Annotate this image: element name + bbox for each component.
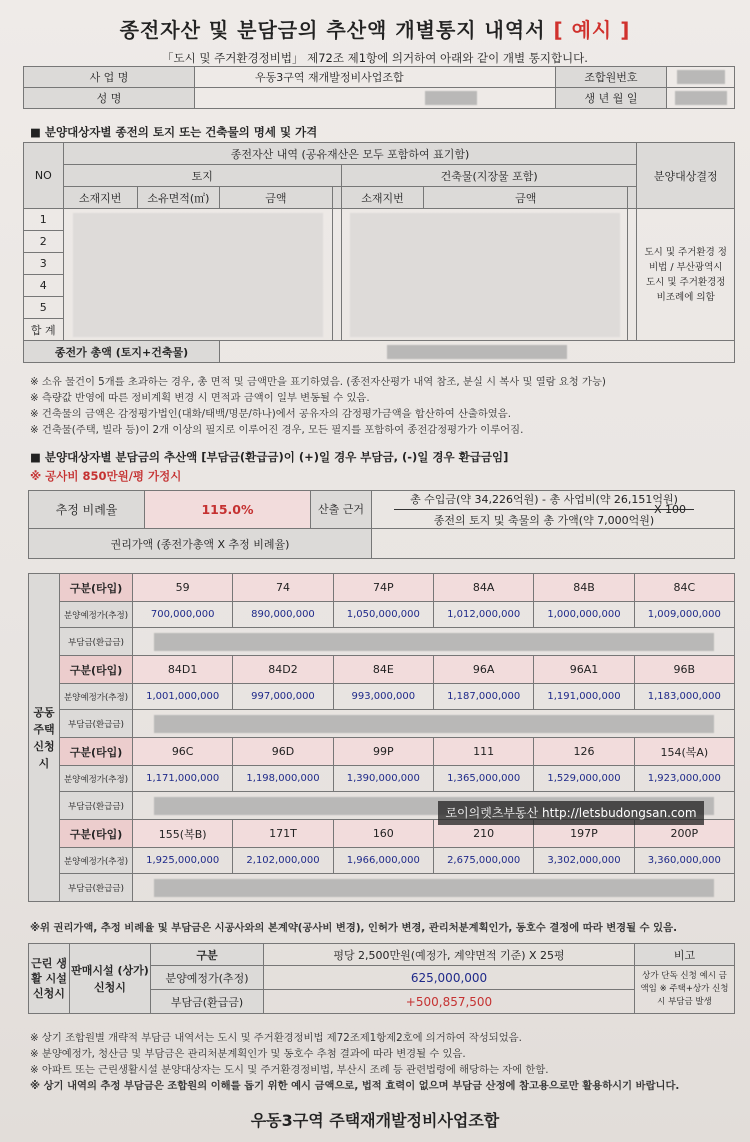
charge-label: 부담금(환급금) [60,874,133,902]
row-number: 2 [24,231,64,253]
price-value: 1,923,000,000 [634,766,734,792]
price-value: 1,925,000,000 [133,848,233,874]
row-number: 5 [24,297,64,319]
price-value: 1,390,000,000 [333,766,433,792]
type-value: 96B [634,656,734,684]
construction-note: ※ 공사비 850만원/평 가정시 [30,469,182,483]
price-value: 2,675,000,000 [433,848,533,874]
price-value: 1,966,000,000 [333,848,433,874]
price-value: 2,102,000,000 [233,848,333,874]
building-location-header: 소재지번 [341,187,423,209]
note-line: ※ 상기 내역의 추정 부담금은 조합원의 이해를 돕기 위한 예시 금액으로, 법적 효력이 없으며 부담금 산정에 참고용으로만 활용하시기 바랍니다. [30,1080,680,1092]
member-no-value [667,67,735,88]
total-label: 종전가 총액 (토지+건축물) [24,341,220,363]
land-redacted [63,209,332,341]
ratio-table [28,490,735,559]
price-value: 890,000,000 [233,602,333,628]
land-location-header: 소재지번 [63,187,137,209]
asset-header: 종전자산 내역 (공유재산은 모두 포함하여 표기함) [63,143,637,165]
type-value: 197P [534,820,634,848]
formula-denominator: 종전의 토지 및 축물의 총 가액(약 7,000억원) [433,514,655,527]
type-value: 171T [233,820,333,848]
price-value: 1,191,000,000 [534,684,634,710]
rights-value [372,529,735,559]
type-value: 99P [333,738,433,766]
note-line: ※ 소유 물건이 5개를 초과하는 경우, 총 면적 및 금액만을 표기하였음. (종전자산평가 내역 참조, 분실 시 복사 및 열람 요청 가능) [30,376,606,388]
price-value: 1,000,000,000 [534,602,634,628]
commercial-price-value: 625,000,000 [264,966,635,990]
land-header: 토지 [63,165,341,187]
unit-header: 평당 2,500만원(예정가, 계약면적 기준) X 25평 [264,944,635,966]
note-line: ※ 건축물의 금액은 감정평가법인(대화/태백/명문/하나)에서 공유자의 감정평가금액을 합산하여 산출하였음. [30,408,511,420]
price-value: 3,360,000,000 [634,848,734,874]
price-label: 분양예정가(추정) [60,602,133,628]
charge-label: 부담금(환급금) [60,628,133,656]
price-label: 분양예정가(추정) [60,684,133,710]
row-total: 합 계 [24,319,64,341]
type-value: 84D1 [133,656,233,684]
calc-label: 산출 근거 [311,491,372,529]
type-value: 154(복A) [634,738,734,766]
section1-title: ■ 분양대상자별 종전의 토지 또는 건축물의 명세 및 가격 [30,125,318,139]
price-value: 1,009,000,000 [634,602,734,628]
commercial-col-label: 구분 [151,944,264,966]
price-value: 1,365,000,000 [433,766,533,792]
commercial-remark: 상가 단독 신청 예시 금액임 ※ 주택+상가 신청시 부담금 발생 [635,966,735,1014]
formula-numerator: 총 수입금(약 34,226억원) - 총 사업비(약 26,151억원) [394,491,694,510]
type-value: 74P [333,574,433,602]
type-label: 구분(타입) [60,574,133,602]
type-value: 59 [133,574,233,602]
type-value: 84D2 [233,656,333,684]
price-value: 1,171,000,000 [133,766,233,792]
type-value: 111 [433,738,533,766]
charge-redacted [133,874,735,902]
type-value: 210 [433,820,533,848]
decision-text: 도시 및 주거환경 정비법 / 부산광역시 도시 및 주거환경정비조례에 의함 [637,209,735,341]
remark-header: 비고 [635,944,735,966]
land-col-spacer [332,209,341,341]
birth-label: 생 년 월 일 [556,88,667,109]
watermark: 로이의렛츠부동산 http://letsbudongsan.com [438,801,704,825]
commercial-charge-label: 부담금(환급금) [151,990,264,1014]
total-value [220,341,735,363]
price-value: 1,187,000,000 [433,684,533,710]
building-redacted [341,209,627,341]
building-amount-header: 금액 [424,187,628,209]
apartment-table [28,573,735,902]
row-number: 1 [24,209,64,231]
building-col-spacer [628,209,637,341]
price-value: 1,050,000,000 [333,602,433,628]
type-label: 구분(타입) [60,820,133,848]
type-value: 155(복B) [133,820,233,848]
footer-union-name: 우동3구역 주택재개발정비사업조합 [250,1111,500,1130]
land-amount-header: 금액 [220,187,333,209]
note-line: ※ 건축물(주택, 빌라 등)이 2개 이상의 필지로 이루어진 경우, 모든 필지를 포함하여 종전감정평가가 이루어짐. [30,424,524,436]
decision-header: 분양대상결정 [637,143,735,209]
commercial-table [28,943,735,1014]
title-tag: [ 예시 ] [553,18,631,42]
shop-label: 판매시설 (상가) 신청시 [70,944,151,1014]
company-label: 사 업 명 [24,67,195,88]
notes-section1 [30,374,606,438]
name-value [195,88,556,109]
price-value: 1,001,000,000 [133,684,233,710]
price-value: 700,000,000 [133,602,233,628]
price-label: 분양예정가(추정) [60,766,133,792]
type-value: 96C [133,738,233,766]
no-header: NO [24,143,64,209]
building-header: 건축물(지장물 포함) [341,165,637,187]
notes-section2 [30,1030,679,1094]
type-value: 126 [534,738,634,766]
note-line: ※ 아파트 또는 근린생활시설 분양대상자는 도시 및 주거환경정비법, 부산시 조례 등 관련법령에 해당하는 자에 한함. [30,1064,549,1076]
type-value: 84C [634,574,734,602]
rights-label: 권리가액 (종전가총액 X 추정 비례율) [29,529,372,559]
type-value: 200P [634,820,734,848]
type-value: 160 [333,820,433,848]
note-line: ※ 분양예정가, 청산금 및 부담금은 관리처분계획인가 및 동호수 추첨 결과에 따라 변경될 수 있음. [30,1048,466,1060]
birth-value [667,88,735,109]
row-number: 3 [24,253,64,275]
type-value: 96D [233,738,333,766]
type-value: 84B [534,574,634,602]
type-value: 84A [433,574,533,602]
charge-redacted [133,710,735,738]
title-text: 종전자산 및 분담금의 추산액 개별통지 내역서 [119,18,546,42]
price-value: 993,000,000 [333,684,433,710]
building-spacer [628,187,637,209]
member-no-label: 조합원번호 [556,67,667,88]
type-value: 96A [433,656,533,684]
price-value: 997,000,000 [233,684,333,710]
commercial-price-label: 분양예정가(추정) [151,966,264,990]
note-mid: ※위 권리가액, 추정 비례율 및 부담금은 시공사와의 본계약(공사비 변경), 인허가 변경, 관리처분계획인가, 동호수 결정에 따라 변경될 수 있음. [30,922,677,934]
price-value: 1,529,000,000 [534,766,634,792]
price-value: 1,183,000,000 [634,684,734,710]
company-value: 우동3구역 재개발정비사업조합 [195,67,556,88]
charge-redacted [133,628,735,656]
charge-label: 부담금(환급금) [60,710,133,738]
note-line: ※ 상기 조합원별 개략적 부담금 내역서는 도시 및 주거환경정비법 제72조제1항제2호에 의거하여 작성되었음. [30,1032,522,1044]
commercial-side-label: 근린 생활 시설 신청시 [29,944,70,1014]
name-label: 성 명 [24,88,195,109]
commercial-charge-value: +500,857,500 [264,990,635,1014]
ratio-label: 추정 비례율 [29,491,145,529]
type-label: 구분(타입) [60,656,133,684]
type-label: 구분(타입) [60,738,133,766]
asset-table [23,142,735,363]
page-title [0,14,750,43]
charge-label: 부담금(환급금) [60,792,133,820]
section2-title: ■ 분양대상자별 분담금의 추산액 [부담금(환급금)이 (+)일 경우 부담금, (-)일 경우 환급금임] [30,450,509,464]
formula-cell [372,491,735,529]
apartment-side-label: 공동 주택 신청시 [29,574,60,902]
row-number: 4 [24,275,64,297]
type-value: 74 [233,574,333,602]
price-value: 1,012,000,000 [433,602,533,628]
price-value: 3,302,000,000 [534,848,634,874]
price-label: 분양예정가(추정) [60,848,133,874]
price-value: 1,198,000,000 [233,766,333,792]
land-spacer [332,187,341,209]
type-value: 96A1 [534,656,634,684]
type-value: 84E [333,656,433,684]
member-info-table [23,66,735,109]
note-line: ※ 측량값 반영에 따른 정비계획 변경 시 면적과 금액이 일부 변동될 수 있음. [30,392,370,404]
page-subtitle: 「도시 및 주거환경정비법」 제72조 제1항에 의거하여 아래와 같이 개별 통지합니다. [162,51,588,65]
land-area-header: 소유면적(㎡) [137,187,219,209]
ratio-value: 115.0% [145,491,311,529]
formula-multiplier: X 100 [653,503,686,516]
